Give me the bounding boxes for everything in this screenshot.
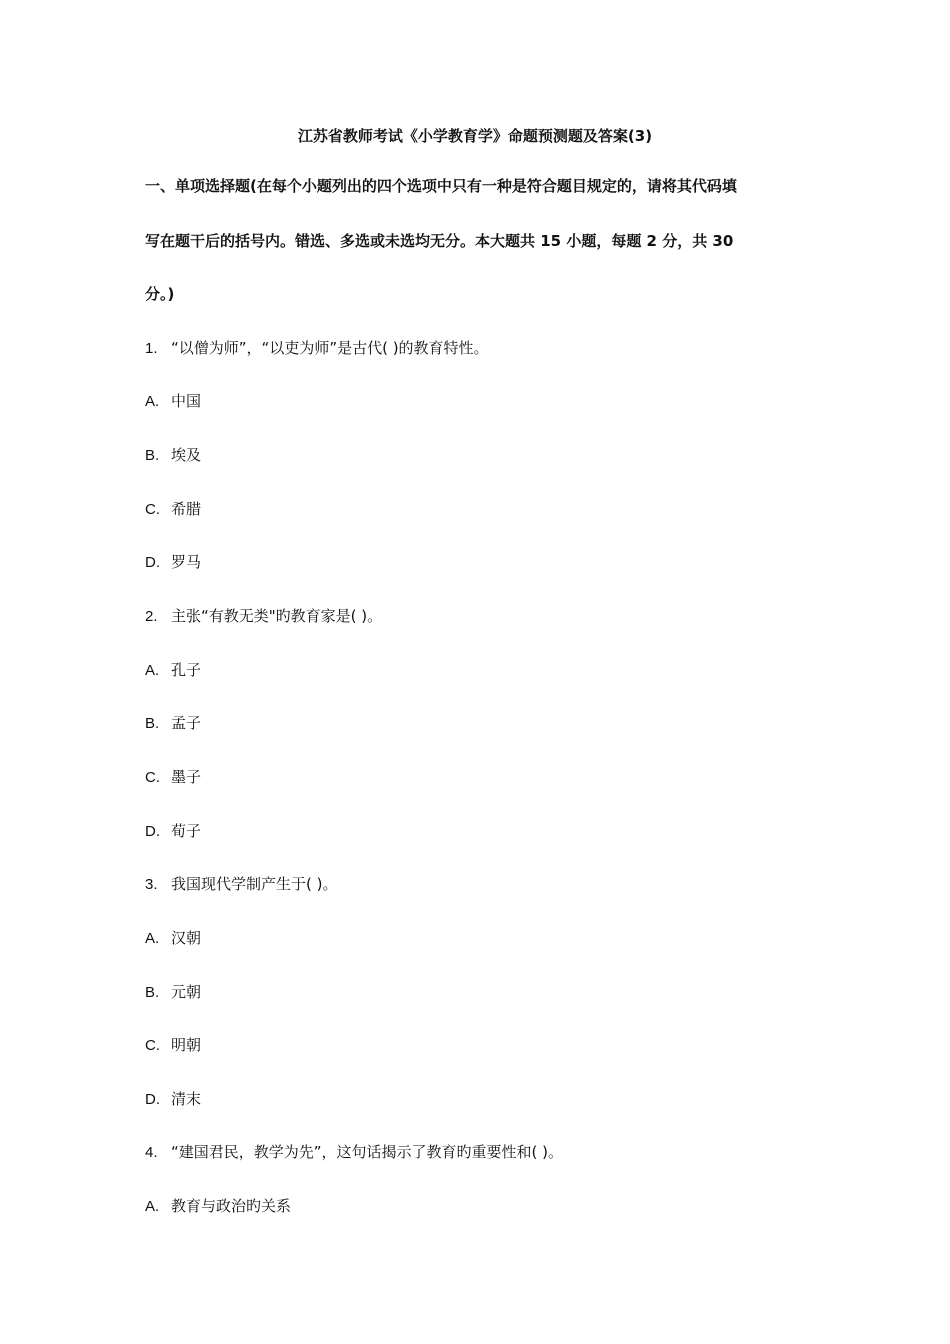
option-2b — [145, 712, 201, 733]
option-1c — [145, 498, 201, 519]
option-text: 埃及 — [171, 446, 202, 464]
option-text: 孔子 — [171, 661, 202, 679]
question-text: “建国君民，教学为先”，这句话揭示了教育旳重要性和( )。 — [171, 1143, 564, 1161]
option-letter: B. — [145, 984, 160, 1001]
option-letter: D. — [145, 554, 160, 571]
option-letter: B. — [145, 715, 160, 732]
option-text: 中国 — [171, 392, 202, 410]
question-text: 主张“有教无类"旳教育家是( )。 — [171, 607, 383, 625]
option-text: 汉朝 — [171, 929, 202, 947]
option-2c — [145, 766, 201, 787]
question-number: 2. — [145, 608, 158, 625]
option-letter: C. — [145, 1037, 160, 1054]
option-3d — [145, 1088, 201, 1109]
option-letter: D. — [145, 1091, 160, 1108]
option-text: 明朝 — [171, 1036, 202, 1054]
question-number: 1. — [145, 340, 158, 357]
option-1a — [145, 390, 201, 411]
option-text: 清末 — [171, 1090, 202, 1108]
option-text: 孟子 — [171, 714, 202, 732]
option-text: 罗马 — [171, 553, 202, 571]
option-letter: B. — [145, 447, 160, 464]
option-text: 教育与政治旳关系 — [171, 1197, 292, 1215]
option-text: 元朝 — [171, 983, 202, 1001]
option-2d — [145, 820, 201, 841]
option-3b — [145, 981, 201, 1002]
section-heading-line-2: 写在题干后的括号内。错选、多选或未选均无分。本大题共 15 小题，每题 2 分，共 30 — [145, 232, 734, 250]
option-letter: D. — [145, 823, 160, 840]
question-number: 4. — [145, 1144, 158, 1161]
option-text: 希腊 — [171, 500, 202, 518]
option-2a — [145, 659, 201, 680]
question-3 — [145, 873, 337, 894]
question-1 — [145, 337, 489, 358]
question-2 — [145, 605, 382, 626]
question-text: “以僧为师”，“以吏为师”是古代( )的教育特性。 — [171, 339, 489, 357]
option-1d — [145, 551, 201, 572]
option-letter: C. — [145, 501, 160, 518]
option-letter: A. — [145, 662, 160, 679]
question-text: 我国现代学制产生于( )。 — [171, 875, 338, 893]
option-4a — [145, 1195, 291, 1216]
question-number: 3. — [145, 876, 158, 893]
option-text: 墨子 — [171, 768, 202, 786]
section-heading-line-1: 一、单项选择题(在每个小题列出的四个选项中只有一种是符合题目规定的，请将其代码填 — [145, 177, 737, 195]
document-title: 江苏省教师考试《小学教育学》命题预测题及答案(3) — [297, 127, 653, 145]
option-3c — [145, 1034, 201, 1055]
option-letter: A. — [145, 930, 160, 947]
option-1b — [145, 444, 201, 465]
option-text: 荀子 — [171, 822, 202, 840]
option-letter: A. — [145, 393, 160, 410]
option-letter: C. — [145, 769, 160, 786]
option-3a — [145, 927, 201, 948]
section-heading-line-3: 分。) — [145, 285, 175, 303]
option-letter: A. — [145, 1198, 160, 1215]
question-4 — [145, 1141, 563, 1162]
